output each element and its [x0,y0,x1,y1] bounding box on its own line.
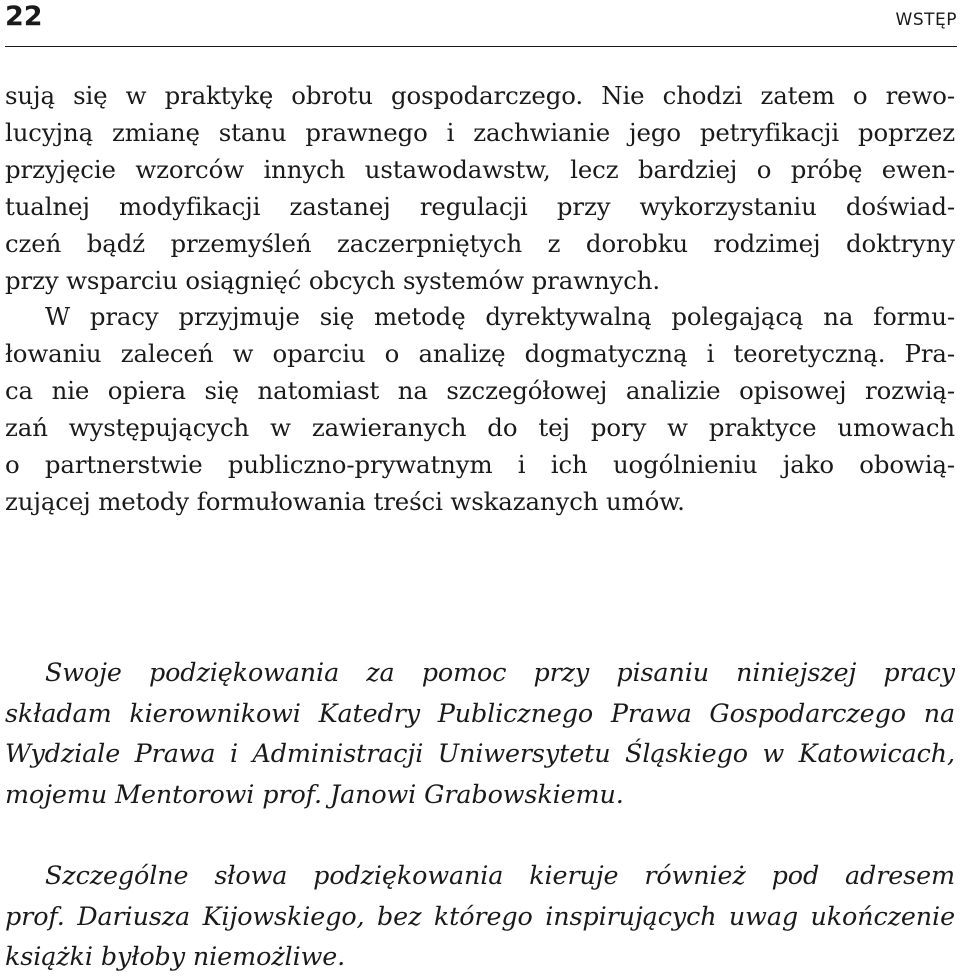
ack-line: prof. Dariusza Kijowskiego, bez którego inspirujących uwag ukończenie [5,900,955,931]
text-line: W pracy przyjmuje się metodę dyrektywalną polegającą na formu- [45,302,955,332]
text-line: lucyjną zmianę stanu prawnego i zachwianie jego petryfikacji poprzez [5,117,955,147]
text-line: zującej metody formułowania treści wskazanych umów. [5,486,685,516]
paragraph-method-context [5,78,955,299]
text-line: przyjęcie wzorców innych ustawodawstw, lecz bardziej o próbę ewen- [5,154,955,184]
ack-line: mojemu Mentorowi prof. Janowi Grabowskiemu. [5,778,624,809]
running-head-title: WSTĘP [895,10,957,30]
ack-line: książki byłoby niemożliwe. [5,941,346,971]
text-line: o partnerstwie publiczno-prywatnym i ich uogólnieniu jako obowią- [5,450,955,480]
running-header [5,0,957,47]
text-line: łowaniu zaleceń w oparciu o analizę dogmatyczną i teoretyczną. Pra- [5,339,955,369]
text-line: sują się w praktykę obrotu gospodarczego. Nie chodzi zatem o rewo- [5,81,955,110]
ack-line: składam kierownikowi Katedry Publicznego Prawa Gospodarczego na [5,697,955,728]
text-line: przy wsparciu osiągnięć obcych systemów prawnych. [5,265,661,295]
ack-line: Szczególne słowa podziękowania kieruje również pod adresem [45,860,955,890]
ack-line: Wydziale Prawa i Administracji Uniwersytetu Śląskiego w Katowicach, [5,738,955,768]
ack-line: Swoje podziękowania za pomoc przy pisaniu niniejszej pracy [45,657,955,687]
page-number: 22 [5,1,43,32]
acknowledgement-paragraph-2 [5,855,955,977]
text-line: ca nie opiera się natomiast na szczegółowej analizie opisowej rozwią- [5,376,955,406]
text-line: zań występujących w zawieranych do tej pory w praktyce umowach [5,413,955,443]
paragraph-method [5,299,955,520]
text-line: czeń bądź przemyśleń zaczerpniętych z dorobku rodzimej doktryny [5,228,955,258]
acknowledgement-paragraph-1 [5,652,955,814]
text-line: tualnej modyfikacji zastanej regulacji przy wykorzystaniu doświad- [5,191,955,221]
body-text [5,78,955,521]
